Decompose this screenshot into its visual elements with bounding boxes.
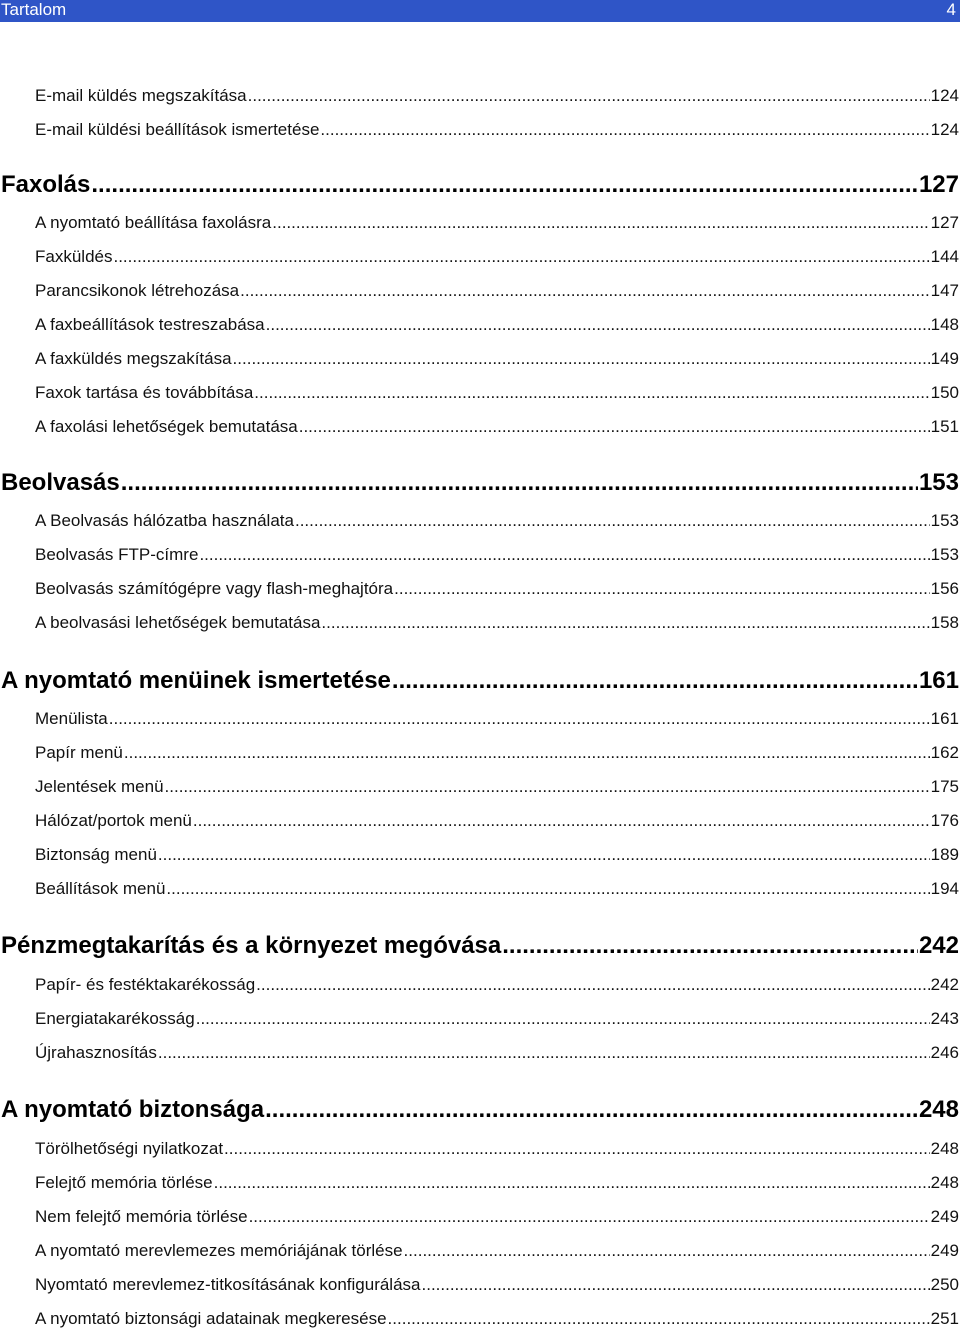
toc-entry-page: 251: [930, 1309, 959, 1328]
toc-leader-dots: [256, 975, 929, 995]
toc-entry-page: 243: [930, 1009, 959, 1028]
toc-entry[interactable]: [35, 1309, 959, 1329]
toc-entry-title: Papír menü: [35, 743, 123, 762]
toc-leader-dots: [266, 315, 930, 335]
toc-entry[interactable]: [35, 845, 959, 865]
toc-entry-page: 124: [930, 86, 959, 105]
toc-leader-dots: [113, 247, 929, 267]
toc-section-title: A nyomtató biztonsága: [1, 1096, 265, 1123]
page-header: [0, 0, 960, 22]
toc-section[interactable]: [1, 171, 959, 199]
toc-entry-page: 158: [930, 613, 959, 632]
toc-entry-page: 248: [930, 1173, 959, 1192]
toc-entry-page: 250: [930, 1275, 959, 1294]
toc-section-page: 248: [918, 1096, 959, 1123]
toc-section-page: 242: [918, 932, 959, 959]
toc-leader-dots: [249, 1207, 930, 1227]
toc-section[interactable]: [1, 469, 959, 497]
toc-leader-dots: [91, 171, 918, 199]
toc-entry-title: Újrahasznosítás: [35, 1043, 157, 1062]
toc-leader-dots: [404, 1241, 930, 1261]
toc-entry[interactable]: [35, 511, 959, 531]
toc-section-title: Faxolás: [1, 171, 91, 198]
toc-entry-page: 162: [930, 743, 959, 762]
toc-leader-dots: [233, 349, 930, 369]
toc-leader-dots: [158, 845, 930, 865]
toc-entry-title: E-mail küldés megszakítása: [35, 86, 247, 105]
toc-section-page: 161: [918, 667, 959, 694]
toc-entry-page: 176: [930, 811, 959, 830]
toc-leader-dots: [295, 511, 930, 531]
toc-entry[interactable]: [35, 1241, 959, 1261]
toc-section-page: 153: [918, 469, 959, 496]
toc-entry-page: 144: [930, 247, 959, 266]
toc-entry[interactable]: [35, 975, 959, 995]
toc-entry[interactable]: [35, 1173, 959, 1193]
toc-entry-page: 153: [930, 545, 959, 564]
toc-leader-dots: [422, 1275, 930, 1295]
toc-section[interactable]: [1, 1096, 959, 1124]
toc-entry-title: Felejtő memória törlése: [35, 1173, 213, 1192]
toc-section[interactable]: [1, 932, 959, 960]
toc-entry-title: Törölhetőségi nyilatkozat: [35, 1139, 224, 1158]
toc-entry[interactable]: [35, 1043, 959, 1063]
toc-leader-dots: [272, 213, 929, 233]
toc-entry-page: 156: [930, 579, 959, 598]
toc-entry-title: A nyomtató beállítása faxolásra: [35, 213, 272, 232]
toc-entry-title: Papír- és festéktakarékosság: [35, 975, 256, 994]
toc-leader-dots: [394, 579, 929, 599]
toc-entry[interactable]: [35, 213, 959, 233]
toc-entry-page: 249: [930, 1207, 959, 1226]
toc-entry-title: Faxok tartása és továbbítása: [35, 383, 254, 402]
toc-leader-dots: [199, 545, 929, 565]
toc-leader-dots: [166, 879, 929, 899]
toc-leader-dots: [196, 1009, 930, 1029]
toc-entry[interactable]: [35, 315, 959, 335]
toc-entry-page: 127: [930, 213, 959, 232]
toc-entry-title: Beállítások menü: [35, 879, 166, 898]
toc-entry[interactable]: [35, 86, 959, 106]
toc-entry[interactable]: [35, 613, 959, 633]
toc-leader-dots: [124, 743, 930, 763]
toc-entry[interactable]: [35, 120, 959, 140]
toc-entry-page: 151: [930, 417, 959, 436]
toc-entry-title: Beolvasás FTP-címre: [35, 545, 199, 564]
toc-leader-dots: [392, 667, 918, 695]
toc-leader-dots: [320, 120, 929, 140]
toc-entry[interactable]: [35, 579, 959, 599]
toc-leader-dots: [240, 281, 930, 301]
toc-entry-title: Beolvasás számítógépre vagy flash-meghajtóra: [35, 579, 394, 598]
toc-leader-dots: [254, 383, 929, 403]
toc-leader-dots: [265, 1096, 918, 1124]
toc-leader-dots: [214, 1173, 930, 1193]
toc-entry-page: 175: [930, 777, 959, 796]
toc-entry-page: 246: [930, 1043, 959, 1062]
toc-entry-title: A faxolási lehetőségek bemutatása: [35, 417, 298, 436]
toc-entry[interactable]: [35, 1275, 959, 1295]
toc-entry[interactable]: [35, 709, 959, 729]
toc-entry[interactable]: [35, 777, 959, 797]
toc-entry[interactable]: [35, 383, 959, 403]
toc-entry-page: 149: [930, 349, 959, 368]
toc-entry-title: Nyomtató merevlemez-titkosításának konfigurálása: [35, 1275, 421, 1294]
toc-entry-title: Hálózat/portok menü: [35, 811, 192, 830]
toc-entry[interactable]: [35, 545, 959, 565]
toc-entry[interactable]: [35, 349, 959, 369]
toc-entry[interactable]: [35, 1139, 959, 1159]
toc-leader-dots: [502, 932, 918, 960]
toc-entry-title: E-mail küldési beállítások ismertetése: [35, 120, 320, 139]
toc-leader-dots: [224, 1139, 930, 1159]
toc-entry-title: A nyomtató merevlemezes memóriájának törlése: [35, 1241, 403, 1260]
toc-entry[interactable]: [35, 417, 959, 437]
toc-entry-title: A faxbeállítások testreszabása: [35, 315, 265, 334]
toc-section-page: 127: [918, 171, 959, 198]
toc-entry[interactable]: [35, 811, 959, 831]
toc-entry-title: A Beolvasás hálózatba használata: [35, 511, 294, 530]
toc-entry-page: 189: [930, 845, 959, 864]
toc-section-title: Beolvasás: [1, 469, 120, 496]
toc-entry-page: 124: [930, 120, 959, 139]
toc-leader-dots: [321, 613, 929, 633]
toc-entry-title: Biztonság menü: [35, 845, 157, 864]
toc-entry[interactable]: [35, 1009, 959, 1029]
toc-leader-dots: [109, 709, 930, 729]
toc-entry-page: 249: [930, 1241, 959, 1260]
toc-leader-dots: [299, 417, 930, 437]
toc-leader-dots: [121, 469, 918, 497]
toc-entry-title: Faxküldés: [35, 247, 113, 266]
header-title: Tartalom: [1, 0, 67, 19]
toc-entry-page: 153: [930, 511, 959, 530]
toc-entry-title: Jelentések menü: [35, 777, 164, 796]
header-page-number: 4: [946, 0, 956, 19]
toc-entry-title: A nyomtató biztonsági adatainak megkeresése: [35, 1309, 387, 1328]
toc-entry-title: Energiatakarékosság: [35, 1009, 195, 1028]
toc-entry-page: 161: [930, 709, 959, 728]
toc-entry[interactable]: [35, 743, 959, 763]
toc-entry[interactable]: [35, 1207, 959, 1227]
toc-entry[interactable]: [35, 879, 959, 899]
toc-entry-title: A beolvasási lehetőségek bemutatása: [35, 613, 321, 632]
toc-section[interactable]: [1, 667, 959, 695]
toc-entry-page: 194: [930, 879, 959, 898]
toc-entry-page: 150: [930, 383, 959, 402]
toc-leader-dots: [158, 1043, 930, 1063]
toc-entry[interactable]: [35, 247, 959, 267]
toc-section-title: Pénzmegtakarítás és a környezet megóvása: [1, 932, 502, 959]
toc-entry-page: 242: [930, 975, 959, 994]
toc-entry-page: 248: [930, 1139, 959, 1158]
toc-entry-title: Menülista: [35, 709, 108, 728]
toc-leader-dots: [193, 811, 930, 831]
toc-entry-title: Nem felejtő memória törlése: [35, 1207, 248, 1226]
toc-entry-title: Parancsikonok létrehozása: [35, 281, 240, 300]
toc-leader-dots: [165, 777, 930, 797]
toc-entry-page: 148: [930, 315, 959, 334]
toc-leader-dots: [388, 1309, 930, 1329]
toc-leader-dots: [248, 86, 930, 106]
toc-section-title: A nyomtató menüinek ismertetése: [1, 667, 391, 694]
toc-entry-title: A faxküldés megszakítása: [35, 349, 232, 368]
toc-entry-page: 147: [930, 281, 959, 300]
toc-entry[interactable]: [35, 281, 959, 301]
